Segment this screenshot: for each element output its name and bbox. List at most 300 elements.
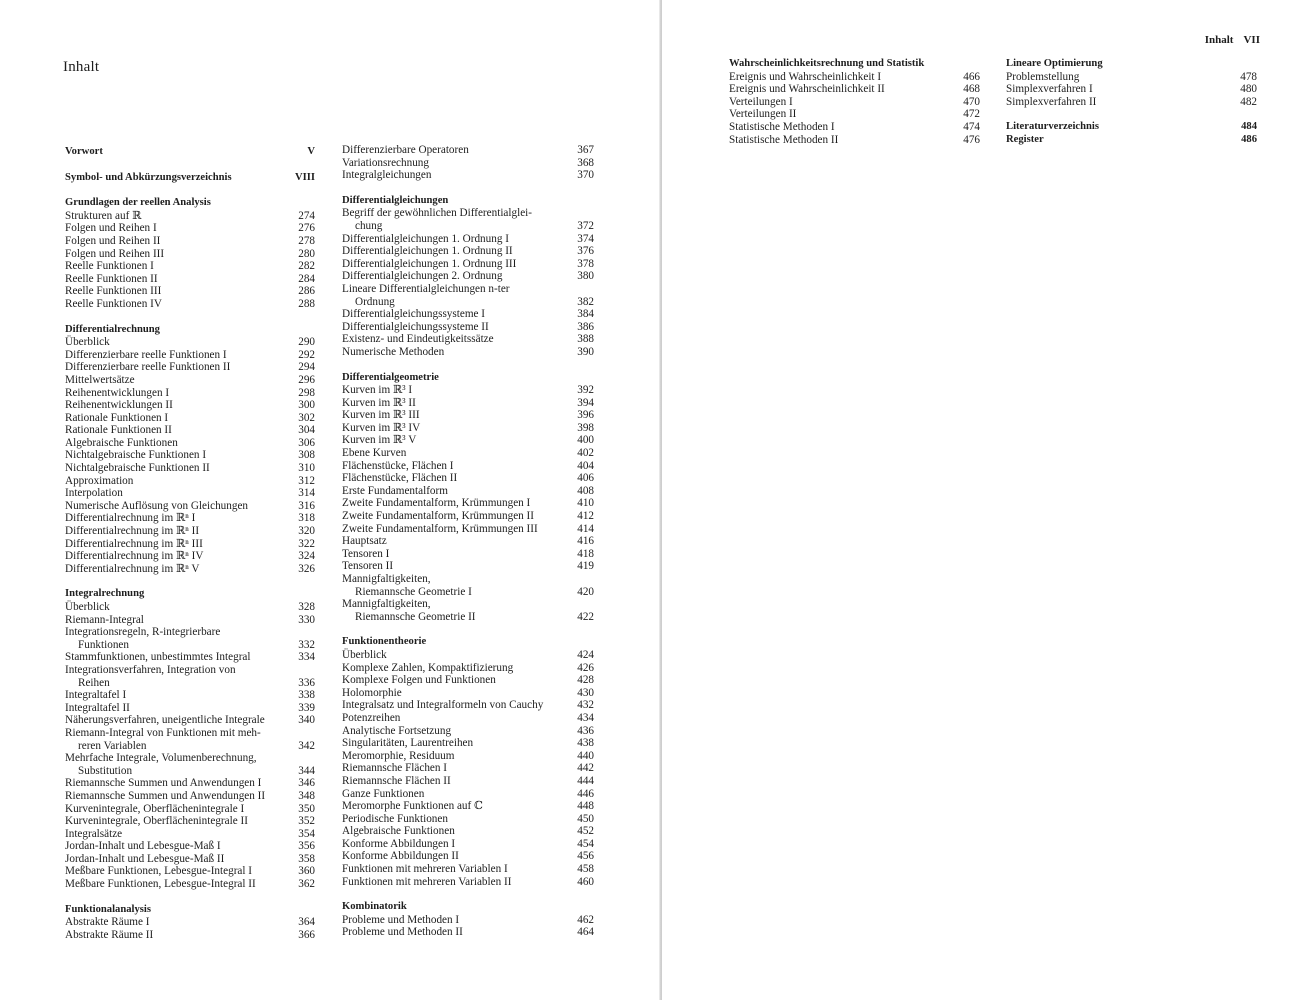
toc-entry-title: Zweite Fundamentalform, Krümmungen II [342,510,535,523]
toc-entry-page: 440 [577,749,594,762]
toc-entry-title: Meromorphe Funktionen auf ℂ [342,800,483,813]
toc-entry-title: Differentialgleichungssysteme I [342,308,486,321]
toc-entry-page: 418 [577,547,594,560]
toc-entry [342,422,594,435]
toc-entry-page: 416 [577,535,594,548]
toc-entry [1006,71,1257,84]
toc-entry-title: Vorwort [65,146,103,157]
toc-entry-title: Funktionalanalysis [65,903,151,915]
toc-entry [342,447,594,460]
toc-entry [65,702,315,715]
toc-entry-title: Tensoren II [342,560,394,573]
toc-entry-page: V [307,146,315,157]
toc-entry-title: Simplexverfahren I [1006,83,1093,96]
toc-entry-title: Potenzreihen [342,711,401,724]
toc-entry [342,662,594,675]
toc-entry [342,283,594,296]
toc-entry-title: Approximation [65,474,134,487]
toc-entry [65,740,315,753]
toc-entry-title: Symbol- und Abkürzungsverzeichnis [65,171,232,183]
toc-entry-title: Folgen und Reihen III [65,247,165,260]
toc-entry [65,210,315,223]
toc-entry [342,397,594,410]
toc-entry [342,472,594,485]
toc-entry [65,878,315,891]
toc-section-heading [342,372,594,385]
toc-entry-page: 406 [577,472,594,485]
toc-entry-title: Riemannsche Summen und Anwendungen I [65,777,262,790]
toc-entry-page: 310 [298,462,315,475]
toc-entry-page: 460 [577,875,594,888]
toc-entry [342,712,594,725]
toc-entry-page: 339 [298,701,315,714]
toc-entry-title: Algebraische Funktionen [65,436,178,449]
right-page [662,0,1311,1000]
toc-entry [65,222,315,235]
toc-entry [342,876,594,889]
toc-entry-title: Reihenentwicklungen II [65,399,173,412]
toc-entry [342,926,594,939]
toc-entry-title: Überblick [342,648,387,661]
toc-entry-title: Mannigfaltigkeiten, [342,598,431,611]
toc-entry-page: 338 [298,689,315,702]
toc-entry [342,245,594,258]
toc-entry [65,525,315,538]
toc-entry-title: Register [1006,133,1044,145]
toc-entry-page: 304 [298,424,315,437]
toc-entry-page: 352 [298,815,315,828]
toc-entry-page: 292 [298,348,315,361]
toc-entry [342,233,594,246]
toc-entry [65,865,315,878]
toc-entry [65,248,315,261]
toc-entry-page: 328 [298,601,315,613]
toc-entry [342,497,594,510]
toc-entry [342,321,594,334]
toc-entry-title: Jordan-Inhalt und Lebesgue-Maß I [65,840,221,853]
toc-entry-page: 422 [577,610,594,623]
toc-entry-page: 408 [577,484,594,497]
toc-entry-page: 392 [577,384,594,397]
toc-entry-title: Lineare Optimierung [1006,58,1103,69]
toc-entry-page: 414 [577,522,594,535]
page-title: Inhalt [63,59,100,75]
toc-entry [65,626,315,639]
toc-entry-title: Riemannsche Flächen II [342,774,451,787]
toc-entry-title: Kurvenintegrale, Oberflächenintegrale II [65,815,248,828]
toc-entry [342,258,594,271]
toc-entry-title: Integrationsregeln, R-integrierbare [65,626,221,639]
toc-entry [65,651,315,664]
toc-entry-title: Literaturverzeichnis [1006,121,1099,133]
toc-entry-page: 478 [1240,70,1257,83]
toc-entry-title: Differentialrechnung im ℝⁿ I [65,512,196,525]
toc-entry [342,510,594,523]
toc-entry-page: 322 [298,537,315,550]
toc-entry-title: Meßbare Funktionen, Lebesgue-Integral II [65,878,256,891]
toc-entry [1006,96,1257,109]
toc-entry-page: 444 [577,774,594,787]
toc-entry [342,838,594,851]
toc-entry [729,121,980,134]
toc-entry [342,333,594,346]
toc-entry [342,611,594,624]
toc-entry [65,727,315,740]
toc-entry-page: 346 [298,777,315,790]
toc-entry-page: 404 [577,459,594,472]
toc-entry [342,737,594,750]
toc-entry-title: Nichtalgebraische Funktionen II [65,462,210,475]
toc-entry [342,384,594,397]
toc-entry-title: Differentialgeometrie [342,371,439,383]
toc-entry-page: 430 [577,686,594,699]
toc-entry-title: Riemann-Integral [65,613,144,626]
toc-entry [342,699,594,712]
toc-entry [729,108,980,121]
toc-entry-page: 458 [577,863,594,876]
toc-entry-title: Kurven im ℝ³ V [342,434,417,447]
toc-entry-title: Integralsätze [65,827,123,840]
toc-entry [342,523,594,536]
toc-entry [342,460,594,473]
toc-entry [65,790,315,803]
toc-entry-title: Integralsatz und Integralformeln von Cauchy [342,699,544,712]
toc-entry-title: Statistische Methoden I [729,120,835,133]
toc-entry-page: 424 [577,648,594,661]
toc-entry-page: 358 [298,852,315,865]
toc-entry-title: Variationsrechnung [342,156,429,169]
toc-entry [65,689,315,702]
toc-entry-page: 438 [577,737,594,750]
toc-entry [342,270,594,283]
toc-entry [65,298,315,311]
toc-entry-page: 382 [577,295,594,308]
toc-entry-title: Reelle Funktionen IV [65,297,162,310]
toc-entry-page: 448 [577,800,594,813]
toc-entry-title: Zweite Fundamentalform, Krümmungen I [342,497,531,510]
toc-entry-page: 446 [577,787,594,800]
toc-entry [342,649,594,662]
toc-entry-title: Differentialgleichungssysteme II [342,320,489,333]
toc-entry-title: Mehrfache Integrale, Volumenberechnung, [65,752,257,765]
toc-entry-title: Differentialgleichungen 1. Ordnung I [342,232,509,245]
toc-entry [65,714,315,727]
toc-entry-title: Reelle Funktionen I [65,260,154,273]
toc-entry [342,573,594,586]
toc-section-heading [342,901,594,914]
toc-entry-title: Ereignis und Wahrscheinlichkeit I [729,70,882,83]
toc-entry-page: 312 [298,474,315,487]
toc-entry [65,500,315,513]
toc-entry [342,548,594,561]
toc-entry [65,765,315,778]
toc-entry-title: Probleme und Methoden II [342,926,463,939]
toc-entry-title: Ordnung [355,295,395,308]
toc-entry-title: chung [355,219,383,232]
toc-entry-title: Strukturen auf ℝ [65,209,142,222]
toc-entry [65,487,315,500]
toc-entry [65,828,315,841]
toc-entry-page: 432 [577,699,594,712]
toc-entry [65,462,315,475]
toc-entry-page: 390 [577,345,594,358]
toc-entry-page: 436 [577,724,594,737]
toc-entry [65,752,315,765]
toc-entry-page: 486 [1241,133,1257,145]
toc-entry [65,550,315,563]
toc-section-heading [65,324,315,337]
toc-entry-page: 472 [963,108,980,121]
toc-entry-title: Kurven im ℝ³ II [342,396,416,409]
toc-entry-title: Simplexverfahren II [1006,95,1097,108]
toc-entry-title: Kombinatorik [342,901,407,913]
toc-entry-page: 480 [1240,83,1257,96]
toc-entry [342,863,594,876]
toc-entry [729,83,980,96]
toc-entry [342,788,594,801]
toc-section-heading [342,636,594,649]
toc-entry-title: Kurvenintegrale, Oberflächenintegrale I [65,802,245,815]
toc-entry-page: 368 [577,156,594,169]
toc-entry [342,674,594,687]
toc-entry [65,815,315,828]
toc-entry-title: Kurven im ℝ³ III [342,409,420,422]
toc-column-3 [729,58,980,146]
toc-entry-title: Reelle Funktionen II [65,272,158,285]
toc-entry [729,71,980,84]
toc-entry-page: 302 [298,411,315,424]
toc-entry [65,412,315,425]
toc-entry [342,409,594,422]
toc-entry-title: Differentialgleichungen 1. Ordnung II [342,245,513,258]
toc-entry-page: 356 [298,840,315,853]
toc-entry [342,308,594,321]
toc-entry-title: Komplexe Folgen und Funktionen [342,674,496,687]
toc-entry-title: Differentialrechnung im ℝⁿ II [65,525,200,538]
toc-entry-page: 318 [298,512,315,525]
toc-entry-title: Meßbare Funktionen, Lebesgue-Integral I [65,865,253,878]
toc-section-heading [1006,58,1257,71]
toc-entry-title: Singularitäten, Laurentreihen [342,737,474,750]
toc-entry-page: 280 [298,247,315,260]
toc-entry-page: 474 [963,120,980,133]
toc-entry-title: Differentialrechnung im ℝⁿ V [65,562,200,575]
toc-entry [65,639,315,652]
toc-entry [65,840,315,853]
toc-entry-title: Grundlagen der reellen Analysis [65,197,211,209]
toc-entry [729,96,980,109]
toc-entry-page: 350 [298,802,315,815]
toc-section-heading [1006,134,1257,147]
toc-entry-page: 419 [577,560,594,573]
toc-entry-title: Erste Fundamentalform [342,484,448,497]
toc-entry-page: 482 [1240,95,1257,108]
toc-entry-title: Differentialgleichungen 1. Ordnung III [342,257,517,270]
toc-entry-page: 374 [577,232,594,245]
toc-entry [342,207,594,220]
toc-entry-page: 314 [298,487,315,500]
toc-entry [342,914,594,927]
toc-entry-title: Differentialrechnung im ℝⁿ III [65,537,203,550]
toc-entry-title: Riemannsche Geometrie II [355,610,476,623]
toc-section-heading [65,172,315,185]
toc-entry-page: 370 [577,169,594,182]
toc-entry-title: Flächenstücke, Flächen II [342,472,458,485]
toc-entry-title: Wahrscheinlichkeitsrechnung und Statistik [729,58,925,69]
toc-entry [342,535,594,548]
toc-entry [342,485,594,498]
toc-entry [65,399,315,412]
toc-entry-title: Interpolation [65,487,123,500]
toc-entry-page: 378 [577,257,594,270]
toc-entry [65,512,315,525]
toc-entry [65,424,315,437]
toc-entry-title: Reelle Funktionen III [65,285,162,298]
toc-entry-title: Analytische Fortsetzung [342,724,452,737]
toc-entry-title: Hauptsatz [342,535,387,548]
toc-entry-page: 468 [963,83,980,96]
toc-section-heading [65,146,315,159]
toc-entry-title: Riemannsche Flächen I [342,762,448,775]
toc-entry-page: 276 [298,222,315,235]
toc-entry-title: Mittelwertsätze [65,373,135,386]
toc-entry-page: 452 [577,825,594,838]
toc-entry [342,775,594,788]
toc-entry-title: Riemann-Integral von Funktionen mit meh- [65,726,261,739]
toc-entry-page: 334 [298,651,315,664]
toc-entry-title: Differentialrechnung im ℝⁿ IV [65,550,204,563]
toc-entry-title: Periodische Funktionen [342,812,448,825]
toc-entry-page: 342 [298,739,315,752]
toc-column-1 [65,146,315,941]
toc-entry-title: Differenzierbare reelle Funktionen I [65,348,227,361]
toc-entry-title: Reihenentwicklungen I [65,386,170,399]
toc-entry-page: 360 [298,865,315,878]
toc-column-4 [1006,58,1257,147]
toc-entry-title: Existenz- und Eindeutigkeitssätze [342,333,494,346]
toc-entry-title: Ganze Funktionen [342,787,425,800]
toc-entry-title: Stammfunktionen, unbestimmtes Integral [65,651,251,664]
toc-entry-page: 410 [577,497,594,510]
toc-entry-title: Differenzierbare reelle Funktionen II [65,361,231,374]
toc-entry [1006,83,1257,96]
toc-entry-page: 336 [298,676,315,689]
toc-entry-page: 450 [577,812,594,825]
toc-entry-title: Tensoren I [342,547,390,560]
toc-entry-title: Konforme Abbildungen II [342,850,459,863]
toc-entry [65,916,315,929]
toc-entry-page: 462 [577,913,594,926]
toc-entry-title: Funktionen [78,638,129,651]
toc-section-heading [65,904,315,917]
toc-entry-page: 326 [298,562,315,575]
toc-entry [65,260,315,273]
toc-entry [342,598,594,611]
toc-entry-page: 470 [963,95,980,108]
toc-entry-page: 294 [298,361,315,374]
toc-entry-page: 388 [577,333,594,346]
toc-entry-title: Nichtalgebraische Funktionen I [65,449,207,462]
toc-entry [65,361,315,374]
toc-entry-page: 386 [577,320,594,333]
toc-entry-page: 372 [577,219,594,232]
toc-entry [342,687,594,700]
toc-entry-title: Substitution [78,764,133,777]
toc-entry-title: Ebene Kurven [342,447,407,460]
toc-entry [342,346,594,359]
toc-entry-title: Konforme Abbildungen I [342,837,456,850]
toc-entry-title: Kurven im ℝ³ IV [342,421,421,434]
toc-entry [342,850,594,863]
toc-entry-title: Riemannsche Summen und Anwendungen II [65,789,266,802]
toc-entry-page: 476 [963,133,980,146]
toc-entry-page: 316 [298,499,315,512]
toc-entry [65,374,315,387]
toc-entry-page: 398 [577,421,594,434]
toc-entry-page: 442 [577,762,594,775]
toc-entry [65,235,315,248]
toc-entry [65,285,315,298]
toc-entry-title: Holomorphie [342,686,402,699]
toc-entry-page: 364 [298,916,315,929]
toc-entry-page: 366 [298,928,315,941]
toc-section-heading [729,58,980,71]
toc-entry-title: Reihen [78,676,110,689]
toc-entry [65,601,315,614]
toc-entry-page: 286 [298,285,315,298]
toc-section-heading [342,195,594,208]
toc-entry [342,220,594,233]
toc-entry [65,677,315,690]
toc-entry-title: Abstrakte Räume II [65,928,154,941]
toc-entry-title: Probleme und Methoden I [342,913,460,926]
toc-entry-page: 348 [298,789,315,802]
toc-entry-title: Komplexe Zahlen, Kompaktifizierung [342,661,514,674]
toc-entry-page: 332 [298,638,315,651]
toc-column-2 [342,144,594,939]
toc-entry-page: 284 [298,272,315,285]
toc-entry-title: Rationale Funktionen II [65,424,172,437]
toc-entry-page: 344 [298,764,315,777]
toc-entry-title: Folgen und Reihen II [65,234,161,247]
running-header [1205,34,1260,46]
toc-entry-title: Verteilungen II [729,108,797,121]
toc-entry-page: 354 [298,827,315,840]
toc-entry-title: Integraltafel I [65,689,127,702]
toc-entry-page: 428 [577,674,594,687]
toc-entry-title: Verteilungen I [729,95,793,108]
toc-entry-title: Rationale Funktionen I [65,411,169,424]
toc-entry-page: 380 [577,270,594,283]
toc-entry-page: 484 [1241,121,1257,133]
toc-entry-page: 400 [577,434,594,447]
toc-entry [65,538,315,551]
toc-entry [65,349,315,362]
toc-entry-page: VIII [294,171,315,183]
toc-entry-title: reren Variablen [78,739,147,752]
toc-entry [342,750,594,763]
toc-entry [729,134,980,147]
toc-entry-page: 384 [577,308,594,321]
toc-entry-page: 320 [298,525,315,538]
toc-entry-page: 296 [298,373,315,386]
toc-entry-title: Meromorphie, Residuum [342,749,455,762]
toc-entry [342,144,594,157]
toc-entry-page: 282 [298,260,315,273]
toc-entry-title: Folgen und Reihen I [65,222,157,235]
toc-entry-page: 290 [298,336,315,349]
toc-entry-title: Numerische Methoden [342,345,445,358]
